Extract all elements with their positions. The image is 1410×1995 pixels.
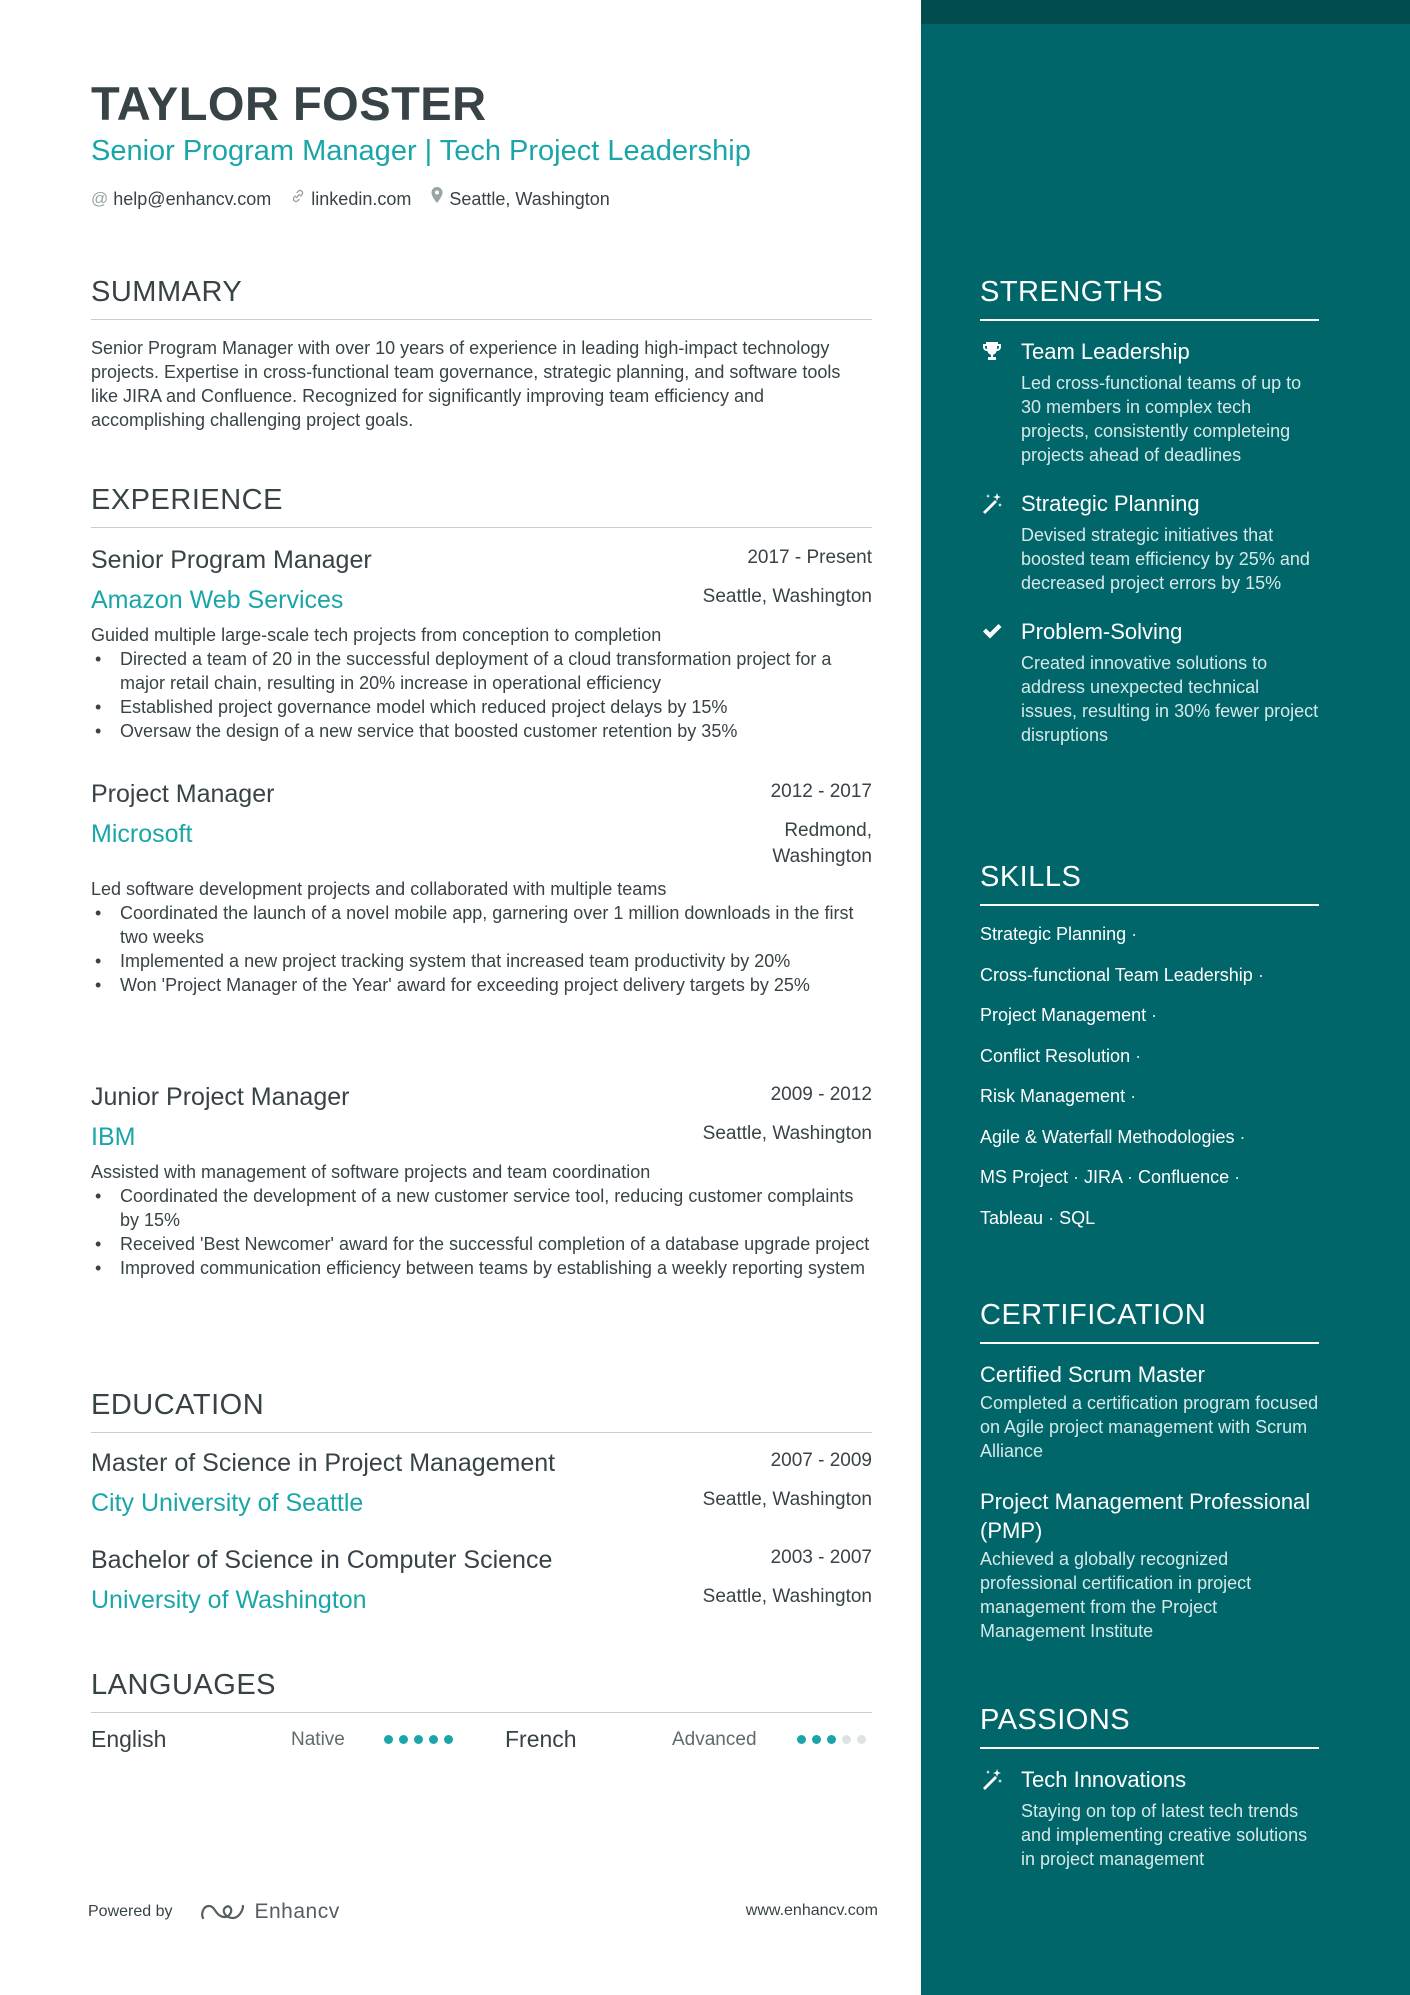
language-rating [384, 1735, 459, 1744]
link-icon [290, 187, 306, 211]
magic-wand-icon [980, 491, 1006, 517]
language-item [91, 1726, 505, 1753]
skill-line [980, 1044, 1319, 1068]
degree-title: Bachelor of Science in Computer Science [91, 1546, 553, 1574]
skill-line [980, 1003, 1319, 1027]
language-level: Native [291, 1728, 345, 1750]
passions-heading: PASSIONS [980, 1703, 1319, 1749]
location-text: Seattle, Washington [449, 188, 610, 209]
achievement-item: • Directed a team of 20 in the successful deployment of a cloud transformation project for a major retail chain, resulting in 20% increase in operational efficiency [91, 647, 872, 695]
skill-line [980, 922, 1319, 946]
certification-description: Achieved a globally recognized professional certification in project management from the Project Management Institute [980, 1549, 1252, 1641]
strength-description: Devised strategic initiatives that boosted team efficiency by 25% and decreased project errors by 15% [1021, 525, 1310, 593]
passion-description: Staying on top of latest tech trends and implementing creative solutions in project management [1021, 1801, 1308, 1869]
school-name: University of Washington [91, 1586, 367, 1614]
strength-title: Problem-Solving [1021, 619, 1183, 644]
email-text: help@enhancv.com [113, 188, 272, 209]
certification-description: Completed a certification program focused on Agile project management with Scrum Alliance [980, 1393, 1319, 1461]
rating-dot-filled [429, 1735, 438, 1744]
skill-item: JIRA [1084, 1167, 1123, 1187]
strength-description: Led cross-functional teams of up to 30 members in complex tech projects, consistently completeing projects ahead of deadlines [1021, 373, 1302, 465]
experience-entry [91, 778, 872, 997]
link-text: linkedin.com [311, 188, 412, 209]
skill-separator: · [1068, 1167, 1085, 1187]
brand-name: Enhancv [254, 1900, 340, 1923]
contact-bar [91, 186, 629, 211]
school-location: Seattle, Washington [702, 1586, 872, 1607]
skills-heading: SKILLS [980, 860, 1319, 906]
strengths-section [980, 275, 1319, 747]
strength-title: Strategic Planning [1021, 491, 1200, 516]
achievement-item: • Implemented a new project tracking system that increased team productivity by 20% [91, 949, 872, 973]
brand-logo[interactable] [199, 1900, 340, 1924]
strength-item [980, 489, 1319, 595]
education-heading: EDUCATION [91, 1388, 872, 1433]
at-icon: @ [91, 188, 109, 208]
footer [88, 1900, 878, 1924]
checkmark-icon [980, 619, 1006, 645]
skill-separator: · [1229, 1167, 1241, 1187]
passion-title: Tech Innovations [1021, 1767, 1187, 1792]
rating-dot-empty [842, 1735, 851, 1744]
rating-dot-filled [414, 1735, 423, 1744]
languages-row [91, 1726, 872, 1753]
certification-title: Certified Scrum Master [980, 1362, 1205, 1387]
skill-item: Conflict Resolution [980, 1045, 1131, 1066]
sidebar-top-bar [921, 0, 1410, 24]
summary-section [91, 275, 872, 432]
location-pin-icon [430, 186, 444, 211]
languages-section [91, 1668, 872, 1713]
achievement-item: • Established project governance model which reduced project delays by 15% [91, 695, 872, 719]
skill-item: Agile & Waterfall Methodologies [980, 1126, 1235, 1147]
job-description: Assisted with management of software projects and team coordination [91, 1162, 651, 1182]
candidate-name: TAYLOR FOSTER [91, 77, 487, 130]
skill-line [980, 1206, 1319, 1230]
company-name: Amazon Web Services [91, 586, 344, 614]
job-description: Guided multiple large-scale tech projects from conception to completion [91, 625, 662, 645]
language-name: French [505, 1726, 577, 1752]
language-item [505, 1726, 872, 1753]
experience-section [91, 483, 872, 528]
strength-description: Created innovative solutions to address unexpected technical issues, resulting in 30% fewer project disruptions [1021, 653, 1319, 745]
rating-dot-filled [827, 1735, 836, 1744]
summary-heading: SUMMARY [91, 275, 872, 320]
company-name: IBM [91, 1123, 136, 1151]
headline: Senior Program Manager | Tech Project Leadership [91, 135, 751, 167]
school-name: City University of Seattle [91, 1489, 364, 1517]
education-section [91, 1388, 872, 1433]
certification-item [980, 1360, 1319, 1463]
strengths-heading: STRENGTHS [980, 275, 1319, 321]
certification-section [980, 1298, 1319, 1643]
achievement-list [91, 1184, 872, 1280]
skill-item: Strategic Planning [980, 924, 1127, 944]
trophy-icon [980, 339, 1006, 365]
degree-title: Master of Science in Project Management [91, 1449, 556, 1477]
language-rating [797, 1735, 872, 1744]
skill-item: Project Management [980, 1005, 1147, 1025]
skill-separator: · [1234, 1126, 1246, 1147]
rating-dot-filled [797, 1735, 806, 1744]
summary-text: Senior Program Manager with over 10 years of experience in leading high-impact technology projects. Expertise in cross-functional team governance, strategic planning, and software tools like JIRA and Confluence. Recognized for significantly improving team efficiency and accomplishing challenging project goals. [91, 338, 841, 430]
job-location-state: Washington [772, 846, 872, 867]
languages-heading: LANGUAGES [91, 1668, 872, 1713]
certification-title: Project Management Professional (PMP) [980, 1489, 1311, 1543]
experience-heading: EXPERIENCE [91, 483, 872, 528]
contact-link[interactable] [290, 187, 411, 211]
achievement-item: • Oversaw the design of a new service that boosted customer retention by 35% [91, 719, 872, 743]
skills-list [980, 922, 1319, 1230]
job-location: Seattle, Washington [702, 1123, 872, 1144]
achievement-item: • Won 'Project Manager of the Year' award for exceeding project delivery targets by 25% [91, 973, 872, 997]
language-level: Advanced [672, 1728, 757, 1750]
job-title: Project Manager [91, 780, 275, 808]
skill-item: MS Project [980, 1167, 1069, 1187]
achievement-item: • Coordinated the development of a new customer service tool, reducing customer complaints by 15% [91, 1184, 872, 1232]
skill-item: SQL [1059, 1207, 1096, 1228]
job-dates: 2017 - Present [747, 547, 872, 568]
education-entry [91, 1544, 872, 1616]
education-dates: 2003 - 2007 [770, 1547, 872, 1568]
rating-dot-filled [444, 1735, 453, 1744]
skill-separator: · [1252, 964, 1264, 985]
education-entry [91, 1447, 872, 1519]
job-dates: 2009 - 2012 [770, 1084, 872, 1105]
certification-item [980, 1487, 1319, 1643]
footer-url[interactable]: www.enhancv.com [745, 1902, 878, 1919]
certification-heading: CERTIFICATION [980, 1298, 1319, 1344]
language-name: English [91, 1726, 167, 1752]
strength-item [980, 337, 1319, 467]
skill-line [980, 1084, 1319, 1108]
skill-item: Tableau [980, 1207, 1044, 1228]
rating-dot-empty [857, 1735, 866, 1744]
skill-separator: · [1043, 1207, 1060, 1228]
skill-separator: · [1126, 924, 1138, 944]
experience-entry [91, 1081, 872, 1280]
contact-email[interactable] [91, 187, 271, 211]
skills-section [980, 860, 1319, 1246]
experience-entry [91, 544, 872, 743]
skill-separator: · [1125, 1086, 1137, 1106]
rating-dot-filled [399, 1735, 408, 1744]
skill-item: Confluence [1138, 1167, 1230, 1187]
job-location: Seattle, Washington [702, 586, 872, 607]
achievement-item: • Coordinated the launch of a novel mobile app, garnering over 1 million downloads in the first two weeks [91, 901, 872, 949]
passion-item [980, 1765, 1319, 1871]
rating-dot-filled [384, 1735, 393, 1744]
skill-line [980, 1165, 1319, 1189]
magic-wand-icon [980, 1767, 1006, 1793]
skill-item: Risk Management [980, 1086, 1126, 1106]
job-location-city: Redmond, [784, 820, 872, 841]
job-dates: 2012 - 2017 [770, 781, 872, 802]
skill-separator: · [1130, 1045, 1142, 1066]
strength-title: Team Leadership [1021, 339, 1190, 364]
job-location [772, 818, 872, 870]
strength-item [980, 617, 1319, 747]
passions-section [980, 1703, 1319, 1871]
rating-dot-filled [812, 1735, 821, 1744]
education-dates: 2007 - 2009 [770, 1450, 872, 1471]
skill-line [980, 1125, 1319, 1149]
achievement-list [91, 901, 872, 997]
skill-line [980, 963, 1319, 987]
achievement-list [91, 647, 872, 743]
school-location: Seattle, Washington [702, 1489, 872, 1510]
contact-location [430, 186, 609, 211]
job-title: Senior Program Manager [91, 546, 372, 574]
company-name: Microsoft [91, 820, 193, 848]
skill-separator: · [1122, 1167, 1139, 1187]
job-title: Junior Project Manager [91, 1083, 350, 1111]
job-description: Led software development projects and collaborated with multiple teams [91, 879, 667, 899]
skill-item: Cross-functional Team Leadership [980, 964, 1253, 985]
enhancv-logo-icon [199, 1900, 247, 1924]
sidebar [921, 0, 1410, 1995]
achievement-item: • Received 'Best Newcomer' award for the successful completion of a database upgrade project [91, 1232, 872, 1256]
achievement-item: • Improved communication efficiency between teams by establishing a weekly reporting system [91, 1256, 872, 1280]
powered-by-text: Powered by [88, 1903, 173, 1920]
skill-separator: · [1146, 1005, 1158, 1025]
